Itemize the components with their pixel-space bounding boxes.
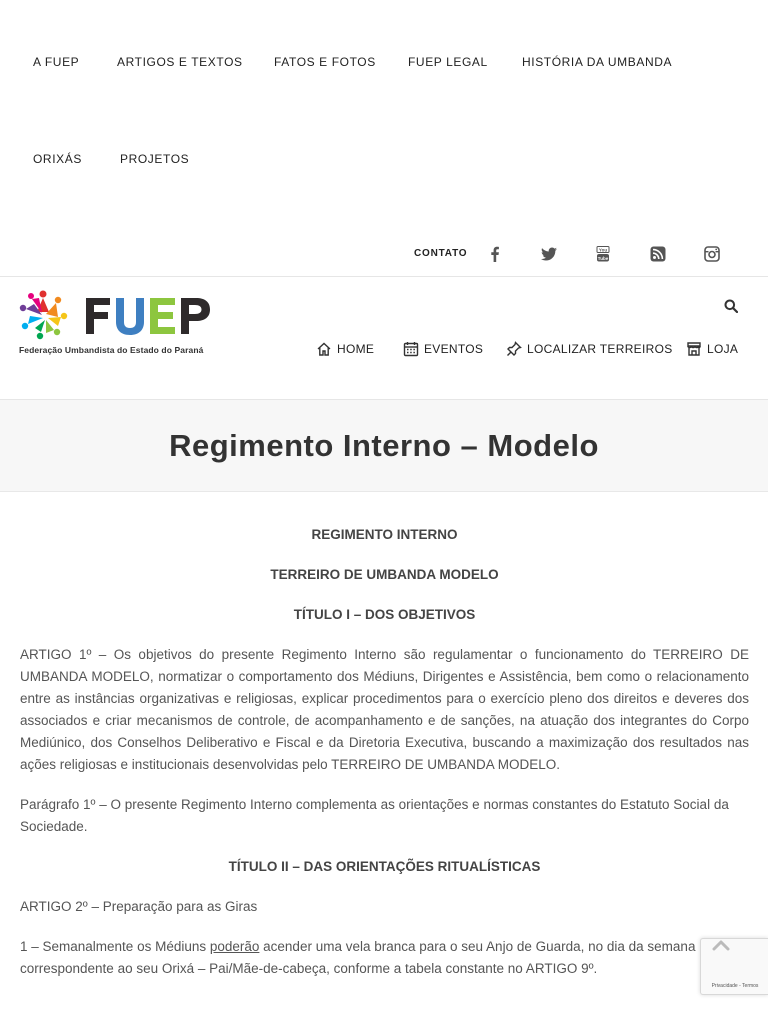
menu-item-artigos-e-textos[interactable]: ARTIGOS E TEXTOS bbox=[117, 55, 243, 69]
home-icon bbox=[316, 341, 332, 357]
heading-titulo-2: TÍTULO II – DAS ORIENTAÇÕES RITUALÍSTICAS bbox=[228, 859, 541, 874]
contato-link[interactable]: CONTATO bbox=[414, 248, 468, 259]
menu-item-historia-da-umbanda[interactable]: HISTÓRIA DA UMBANDA bbox=[522, 55, 673, 69]
twitter-icon[interactable] bbox=[539, 244, 559, 264]
nav-home[interactable] bbox=[316, 338, 374, 360]
heading-titulo-1: TÍTULO I – DOS OBJETIVOS bbox=[293, 607, 476, 622]
heading-regimento-interno: REGIMENTO INTERNO bbox=[311, 527, 458, 542]
instagram-icon[interactable] bbox=[702, 244, 722, 264]
social-bar bbox=[0, 236, 768, 276]
item-1-underlined: poderão bbox=[209, 939, 260, 954]
svg-text:You: You bbox=[598, 247, 608, 253]
item-1-part-a: 1 – Semanalmente os Médiuns bbox=[20, 939, 210, 954]
page-title: Regimento Interno – Modelo bbox=[169, 428, 599, 463]
article-content bbox=[20, 524, 749, 998]
svg-text:Tube: Tube bbox=[597, 256, 609, 261]
menu-item-a-fuep[interactable]: A FUEP bbox=[33, 55, 80, 69]
header-divider bbox=[0, 276, 768, 277]
facebook-icon[interactable] bbox=[485, 244, 505, 264]
artigo-2-text: ARTIGO 2º – Preparação para as Giras bbox=[20, 899, 258, 914]
recaptcha-badge[interactable] bbox=[700, 938, 768, 995]
fuep-logo[interactable] bbox=[18, 288, 218, 360]
heading-terreiro-modelo: TERREIRO DE UMBANDA MODELO bbox=[270, 567, 499, 582]
calendar-icon bbox=[403, 341, 419, 357]
menu-item-fatos-e-fotos[interactable]: FATOS E FOTOS bbox=[274, 55, 376, 69]
fuep-logo-mark bbox=[18, 288, 218, 344]
search-icon[interactable] bbox=[724, 299, 740, 315]
scroll-to-top-icon[interactable] bbox=[712, 938, 732, 958]
top-menu bbox=[0, 0, 768, 230]
artigo-1-text: ARTIGO 1º – Os objetivos do presente Regimento Interno são regulamentar o funcionamento do TERREIRO DE UMBANDA MODELO, normatizar o comportamento dos Médiuns, Dirigentes e Assistência, bem como o relacionamento entre as instâncias organizativas e religiosas, explicar procedimentos para o exercício pleno dos direitos e deveres dos associados e criar mecanismos de controle, de acompanhamento e de sanções, na atuação dos integrantes do Corpo Mediúnico, dos Conselhos Deliberativo e Fiscal e da Diretoria Executiva, buscando a maximização dos resultados nas ações religiosas e institucionais desenvolvidas pelo TERREIRO DE UMBANDA MODELO. bbox=[20, 647, 749, 772]
item-1-part-b: acender uma vela branca para o seu Anjo de Guarda, no dia da semana correspondente ao seu Orixá – Pai/Mãe-de-cabeça, conforme a tabela constante no ARTIGO 9º. bbox=[20, 939, 696, 976]
rss-icon[interactable] bbox=[648, 244, 668, 264]
recaptcha-text: Privacidade - Termos bbox=[711, 983, 759, 989]
store-icon bbox=[686, 341, 702, 357]
logo-wordmark bbox=[86, 298, 210, 335]
logo-figures bbox=[20, 291, 67, 340]
nav-loja[interactable] bbox=[686, 338, 738, 360]
title-band-top-line bbox=[0, 399, 768, 400]
youtube-icon[interactable] bbox=[593, 244, 613, 264]
logo-subtitle: Federação Umbandista do Estado do Paraná bbox=[19, 345, 204, 355]
pin-icon bbox=[506, 341, 522, 357]
menu-item-orixas[interactable]: ORIXÁS bbox=[33, 152, 82, 166]
paragrafo-1-text: Parágrafo 1º – O presente Regimento Interno complementa as orientações e normas constantes do Estatuto Social da Sociedade. bbox=[20, 797, 729, 834]
nav-localizar-terreiros[interactable] bbox=[506, 338, 673, 360]
nav-eventos[interactable] bbox=[403, 338, 483, 360]
menu-item-fuep-legal[interactable]: FUEP LEGAL bbox=[408, 55, 488, 69]
item-1-text bbox=[20, 936, 749, 980]
nav-home-label: HOME bbox=[337, 342, 375, 356]
nav-localizar-label: LOCALIZAR TERREIROS bbox=[527, 342, 673, 356]
menu-item-projetos[interactable]: PROJETOS bbox=[120, 152, 190, 166]
nav-eventos-label: EVENTOS bbox=[424, 342, 484, 356]
nav-loja-label: LOJA bbox=[707, 342, 739, 356]
